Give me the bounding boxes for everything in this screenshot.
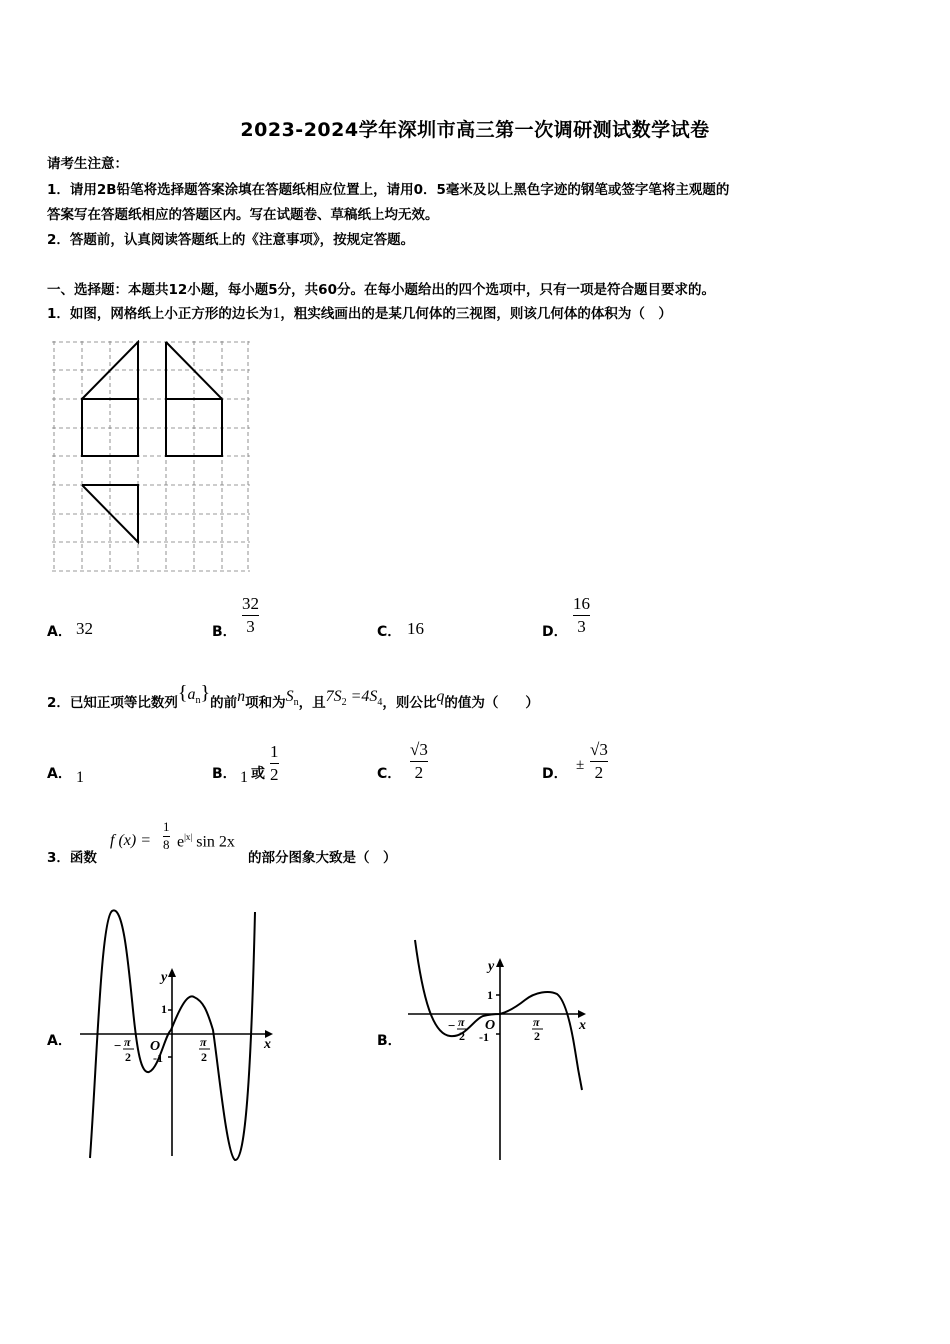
q3-function-lhs: f (x) =	[110, 832, 151, 849]
q2-option-c-fraction: √3 2	[410, 740, 428, 782]
notice-line-2: 答案写在答题纸相应的答题区内。写在试题卷、草稿纸上均无效。	[47, 207, 439, 223]
graph-a-origin: O	[150, 1039, 161, 1054]
q2-option-a-label[interactable]: A．	[47, 766, 72, 782]
q1-option-a-value: 32	[76, 619, 93, 638]
graph-a-pos-pi-den: 2	[201, 1050, 207, 1064]
notice-line-3: 2．答题前，认真阅读答题纸上的《注意事项》，按规定答题。	[47, 232, 415, 248]
q1-option-d-fraction: 16 3	[573, 594, 590, 636]
graph-b-pos-pi-num: π	[533, 1015, 540, 1029]
q1-option-b-label[interactable]: B．	[212, 624, 237, 640]
graph-a-label[interactable]: A．	[47, 1033, 72, 1049]
q2-option-d-fraction: √3 2	[590, 740, 608, 782]
graph-b-tick-1: 1	[487, 988, 493, 1002]
side-view	[166, 342, 222, 456]
q1-option-b-fraction: 32 3	[242, 594, 259, 636]
graph-a-tick-m1: -1	[153, 1051, 163, 1065]
notice-heading: 请考生注意：	[47, 156, 128, 172]
graph-b-label[interactable]: B．	[377, 1033, 402, 1049]
graph-a-neg-pi-den: 2	[125, 1050, 131, 1064]
graph-b-y-arrow	[496, 958, 504, 967]
graph-b-neg-pi-num: π	[458, 1015, 465, 1029]
question-1-text: 1．如图，网格纸上小正方形的边长为1，粗实线画出的是某几何体的三视图，则该几何体的体积为（ ）	[47, 305, 672, 322]
graph-a-y-arrow	[168, 968, 176, 977]
question-3-text: 的部分图象大致是（ ）	[248, 850, 397, 866]
q2-option-b-fraction: 1 2	[270, 742, 279, 784]
q2-option-b-or: 或	[251, 766, 265, 782]
q2-option-d-pm: ±	[576, 757, 585, 773]
question-2-text: 2．已知正项等比数列$\{a_n\}$的前n项和为$S_n$，且$7S_2 =4S_4$，则公比q的值为（ ）	[47, 682, 539, 711]
graph-b-y-label: y	[488, 959, 495, 974]
graph-b-x-arrow	[578, 1010, 586, 1018]
q2-option-b-value: 1	[240, 769, 248, 786]
section-heading: 一、选择题：本题共12小题，每小题5分，共60分。在每小题给出的四个选项中，只有一项是符合题目要求的。	[47, 282, 715, 298]
q3-function-rhs: $e^{|x|}$ sin 2x	[177, 832, 235, 851]
graph-a-neg-pi-num: π	[124, 1035, 131, 1049]
q1-option-d-label[interactable]: D．	[542, 624, 568, 640]
notice-line-1: 1．请用2B铅笔将选择题答案涂填在答题纸相应位置上，请用0．5毫米及以上黑色字迹的钢笔或签字笔将主观题的	[47, 182, 730, 198]
q2-option-d-label[interactable]: D．	[542, 766, 568, 782]
three-view-figure	[50, 340, 255, 576]
q2-option-b-label[interactable]: B．	[212, 766, 237, 782]
q3-function-fraction: 1 8	[163, 819, 170, 852]
graph-a-x-label: x	[264, 1037, 271, 1052]
graph-a-neg-pi-minus: −	[114, 1038, 122, 1053]
page-title: 2023-2024学年深圳市高三第一次调研测试数学试卷	[240, 119, 710, 141]
graph-b-pos-pi-den: 2	[534, 1029, 540, 1043]
question-3-label: 3．函数	[47, 850, 97, 866]
graph-b-origin: O	[485, 1018, 496, 1033]
graph-b-neg-pi-den: 2	[459, 1029, 465, 1043]
q2-option-a-value: 1	[76, 769, 84, 786]
graph-a-pos-pi-num: π	[200, 1035, 207, 1049]
q1-option-c-value: 16	[407, 619, 424, 638]
graph-b-tick-m1: -1	[479, 1030, 489, 1044]
graph-b	[405, 930, 595, 1165]
graph-a-y-label: y	[161, 970, 168, 985]
graph-a	[75, 900, 285, 1165]
q1-option-a-label[interactable]: A．	[47, 624, 72, 640]
graph-a-tick-1: 1	[161, 1002, 167, 1016]
q1-option-c-label[interactable]: C．	[377, 624, 402, 640]
front-view	[82, 342, 138, 456]
graph-b-x-label: x	[579, 1018, 586, 1033]
graph-b-neg-pi-minus: −	[448, 1018, 456, 1033]
q2-option-c-label[interactable]: C．	[377, 766, 402, 782]
